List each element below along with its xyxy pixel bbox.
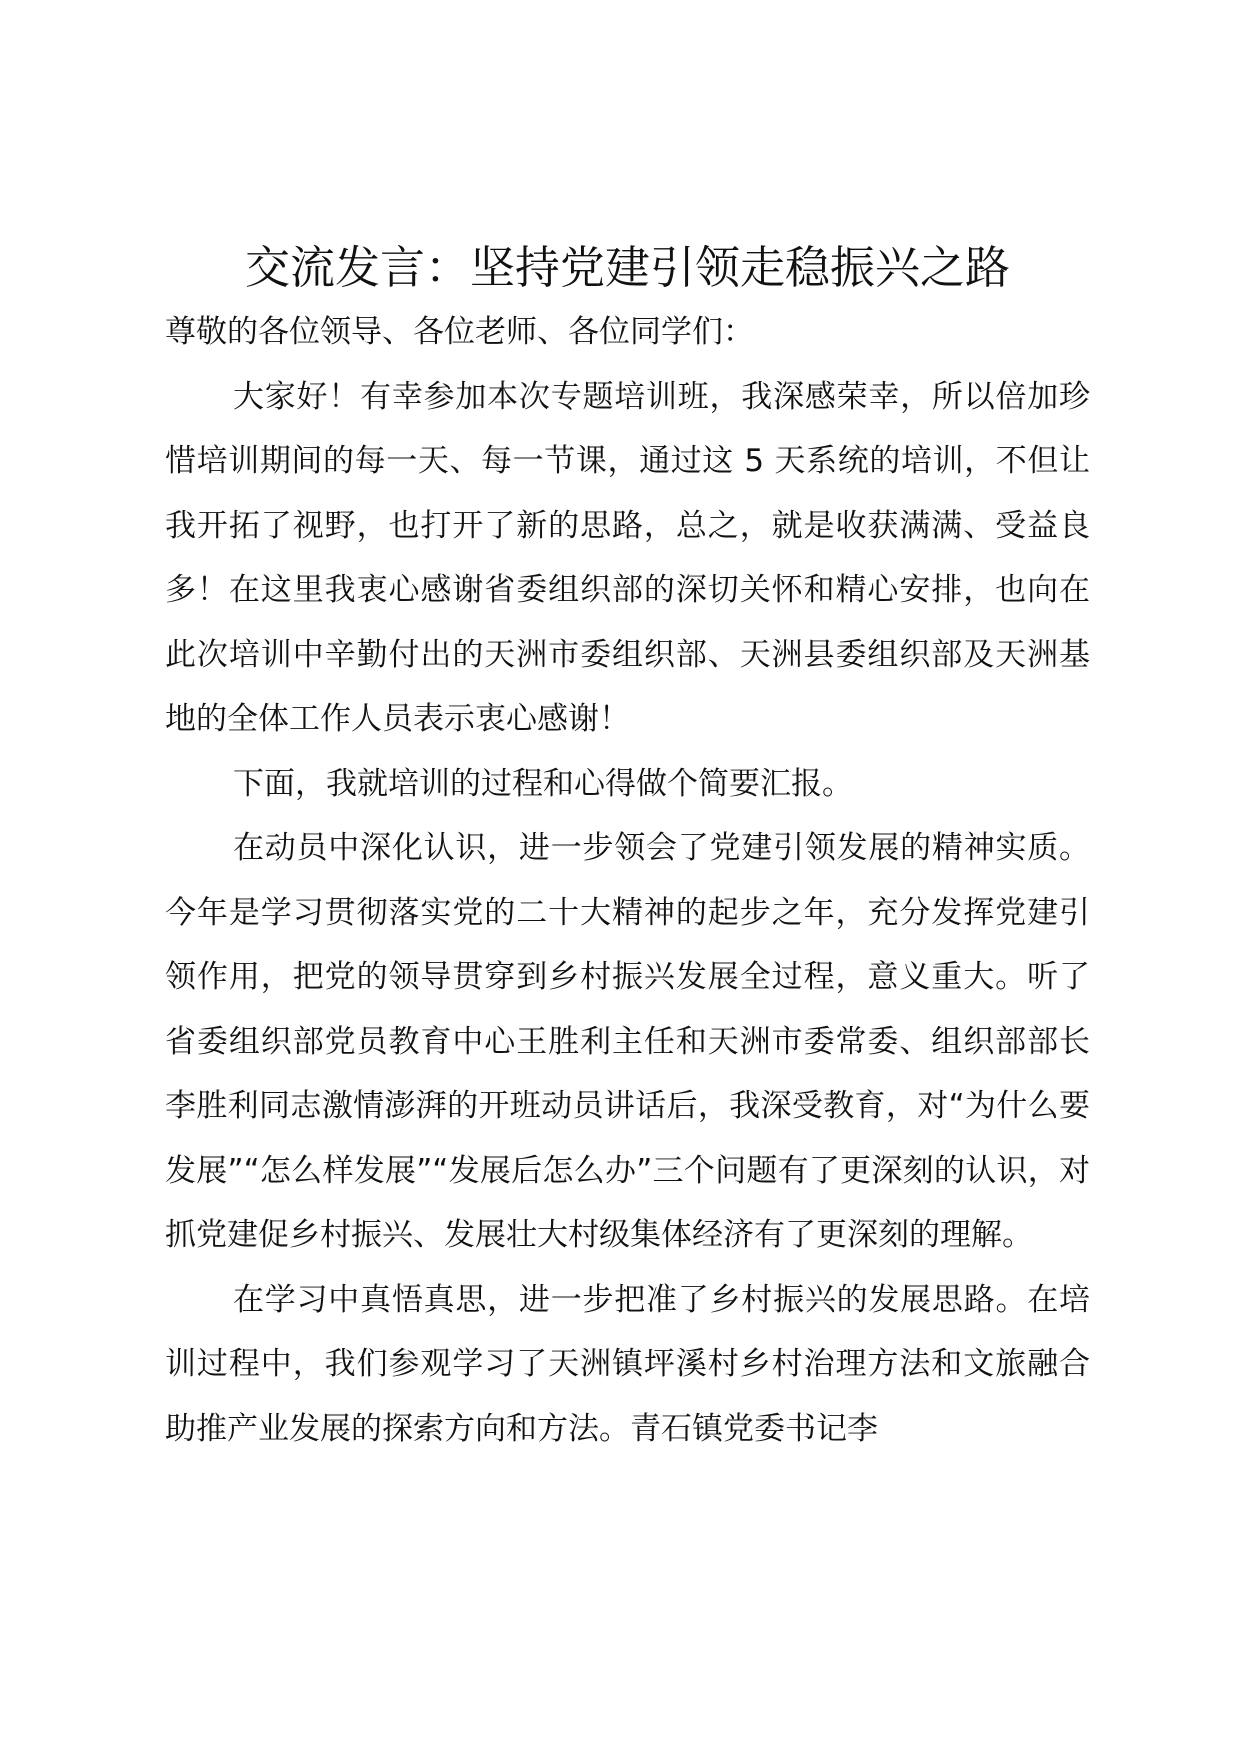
salutation: 尊敬的各位领导、各位老师、各位同学们：	[165, 314, 754, 350]
document-body	[165, 236, 1090, 1461]
paragraph-mobilization: 在动员中深化认识，进一步领会了党建引领发展的精神实质。今年是学习贯彻落实党的二十大精神的起步之年，充分发挥党建引领作用，把党的领导贯穿到乡村振兴发展全过程，意义重大。听了省委组织部党员教育中心王胜利主任和天洲市委常委、组织部部长李胜利同志激情澎湃的开班动员讲话后，我深受教育，对“为什么要发展”“怎么样发展”“发展后怎么办”三个问题有了更深刻的认识，对抓党建促乡村振兴、发展壮大村级集体经济有了更深刻的理解。	[165, 830, 1090, 1253]
paragraph-learning: 在学习中真悟真思，进一步把准了乡村振兴的发展思路。在培训过程中，我们参观学习了天洲镇坪溪村乡村治理方法和文旅融合助推产业发展的探索方向和方法。青石镇党委书记李	[165, 1281, 1090, 1447]
paragraph-intro: 下面，我就培训的过程和心得做个简要汇报。	[233, 765, 853, 802]
paragraph-greeting: 大家好！有幸参加本次专题培训班，我深感荣幸，所以倍加珍惜培训期间的每一天、每一节课，通过这 5 天系统的培训，不但让我开拓了视野，也打开了新的思路，总之，就是收获满满、受益良多！在这里我衷心感谢省委组织部的深切关怀和精心安排，也向在此次培训中辛勤付出的天洲市委组织部、天洲县委组织部及天洲基地的全体工作人员表示衷心感谢！	[165, 378, 1090, 737]
document-title: 交流发言：坚持党建引领走稳振兴之路	[244, 241, 1010, 294]
